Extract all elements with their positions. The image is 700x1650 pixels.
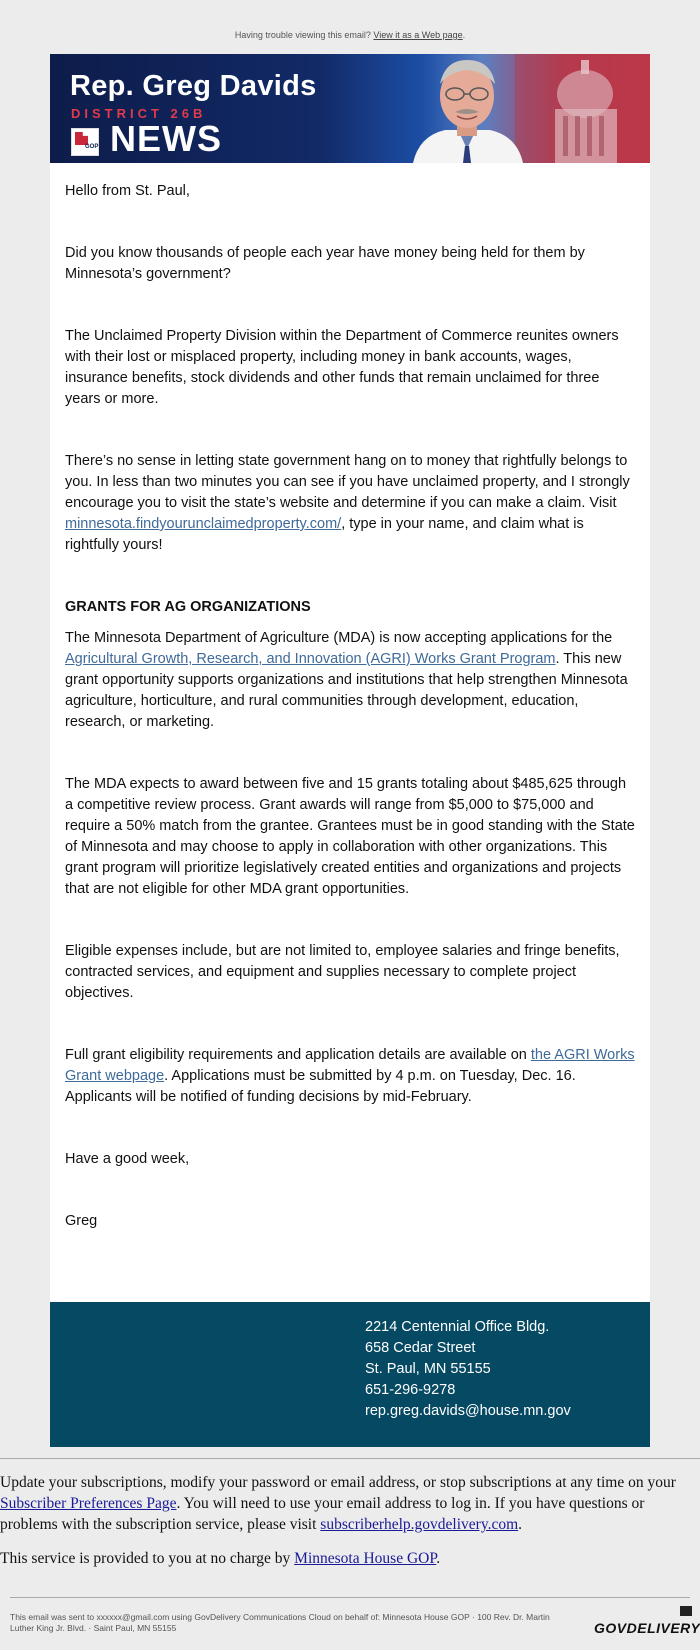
service-text: This service is provided to you at no charge by Minnesota House GOP.	[0, 1550, 441, 1567]
greeting: Hello from St. Paul,	[65, 183, 190, 199]
fine-print: This email was sent to xxxxxx@gmail.com using GovDelivery Communications Cloud on behalf of: Minnesota House GOP · 100 Rev. Dr. Martin Luther King Jr. Blvd. · Saint Paul, MN 55155	[10, 1612, 550, 1633]
capitol-dome-image	[515, 54, 650, 163]
banner-name: Rep. Greg Davids	[70, 70, 317, 102]
address-line-1: 2214 Centennial Office Bldg.	[365, 1319, 550, 1335]
agri-works-webpage-link[interactable]: the AGRI Works Grant webpage	[65, 1047, 635, 1084]
divider	[10, 1597, 690, 1598]
subscriber-preferences-link[interactable]: Subscriber Preferences Page	[0, 1495, 177, 1512]
top-note-text: Having trouble viewing this email?	[234, 30, 371, 40]
subscription-text: Update your subscriptions, modify your password or email address, or stop subscriptions at any time on your Subscriber Preferences Page. You will need to use your email address to log in. If you have questions or problems with the subscription service, please visit subscriberhelp.govdelivery.com.	[0, 1474, 676, 1533]
view-web-page-link[interactable]: View it as a Web page	[373, 30, 463, 40]
paragraph-claim-visit: There’s no sense in letting state government hang on to money that rightfully belongs to you. In less than two minutes you can see if you have unclaimed property, and I strongly encourage you to visit the state’s website and determine if you can make a claim. Visit minnesota.findyourunclaimedproperty.com/, type in your name, and claim what is rightfully yours!	[65, 453, 630, 553]
agri-works-program-link[interactable]: Agricultural Growth, Research, and Innovation (AGRI) Works Grant Program	[65, 651, 556, 667]
paragraph-application-details: Full grant eligibility requirements and application details are available on the AGRI Works Grant webpage. Applications must be submitted by 4 p.m. on Tuesday, Dec. 16. Applicants will be notified of funding decisions by mid-February.	[65, 1047, 635, 1105]
banner-district: DISTRICT 26B	[71, 106, 207, 121]
top-note: Having trouble viewing this email? View it as a Web page.	[234, 30, 466, 40]
contact-phone: 651-296-9278	[365, 1382, 456, 1398]
email-body	[50, 163, 650, 1246]
house-gop-logo: GOP	[71, 128, 99, 156]
subscription-notice	[0, 1472, 700, 1582]
address-line-3: St. Paul, MN 55155	[365, 1361, 491, 1377]
contact-footer	[50, 1302, 650, 1447]
paragraph-unclaimed-division: The Unclaimed Property Division within the Department of Commerce reunites owners with their lost or misplaced property, including money in bank accounts, wages, insurance benefits, stock dividends and other funds that remain unclaimed for three years or more.	[65, 328, 619, 407]
contact-address	[365, 1317, 571, 1422]
email-card	[50, 54, 650, 1447]
banner-news: NEWS	[110, 118, 222, 159]
minnesota-house-gop-link[interactable]: Minnesota House GOP	[294, 1550, 437, 1567]
contact-email: rep.greg.davids@house.mn.gov	[365, 1403, 571, 1419]
subscriber-help-link[interactable]: subscriberhelp.govdelivery.com	[320, 1516, 519, 1533]
representative-portrait	[405, 54, 530, 163]
envelope-icon	[680, 1606, 692, 1616]
signature: Greg	[65, 1213, 98, 1229]
address-line-2: 658 Cedar Street	[365, 1340, 476, 1356]
govdelivery-logo[interactable]: GOVDELIVERY	[594, 1620, 700, 1636]
paragraph-eligible-expenses: Eligible expenses include, but are not limited to, employee salaries and fringe benefits, contracted services, and equipment and supplies necessary to complete project objectives.	[65, 943, 620, 1001]
signoff: Have a good week,	[65, 1151, 190, 1167]
unclaimed-property-link[interactable]: minnesota.findyourunclaimedproperty.com/	[65, 516, 342, 532]
paragraph-grant-awards: The MDA expects to award between five and 15 grants totaling about $485,625 through a competitive review process. Grant awards will range from $5,000 to $75,000 and require a 50% match from the grantee. Grantees must be in good standing with the State of Minnesota and may choose to apply in collaboration with other organizations. This grant program will prioritize legislatively created entities and organizations and projects that are not eligible for other MDA grant opportunities.	[65, 776, 635, 897]
paragraph-unclaimed-intro: Did you know thousands of people each year have money being held for them by Minnesota’s government?	[65, 245, 585, 282]
divider	[0, 1458, 700, 1459]
newsletter-banner	[50, 54, 650, 163]
section-heading-grants: GRANTS FOR AG ORGANIZATIONS	[65, 599, 311, 615]
paragraph-mda-applications: The Minnesota Department of Agriculture (MDA) is now accepting applications for the Agricultural Growth, Research, and Innovation (AGRI) Works Grant Program. This new grant opportunity supports organizations and institutions that help strengthen Minnesota agriculture, horticulture, and rural communities through development, education, research, or marketing.	[65, 630, 628, 730]
